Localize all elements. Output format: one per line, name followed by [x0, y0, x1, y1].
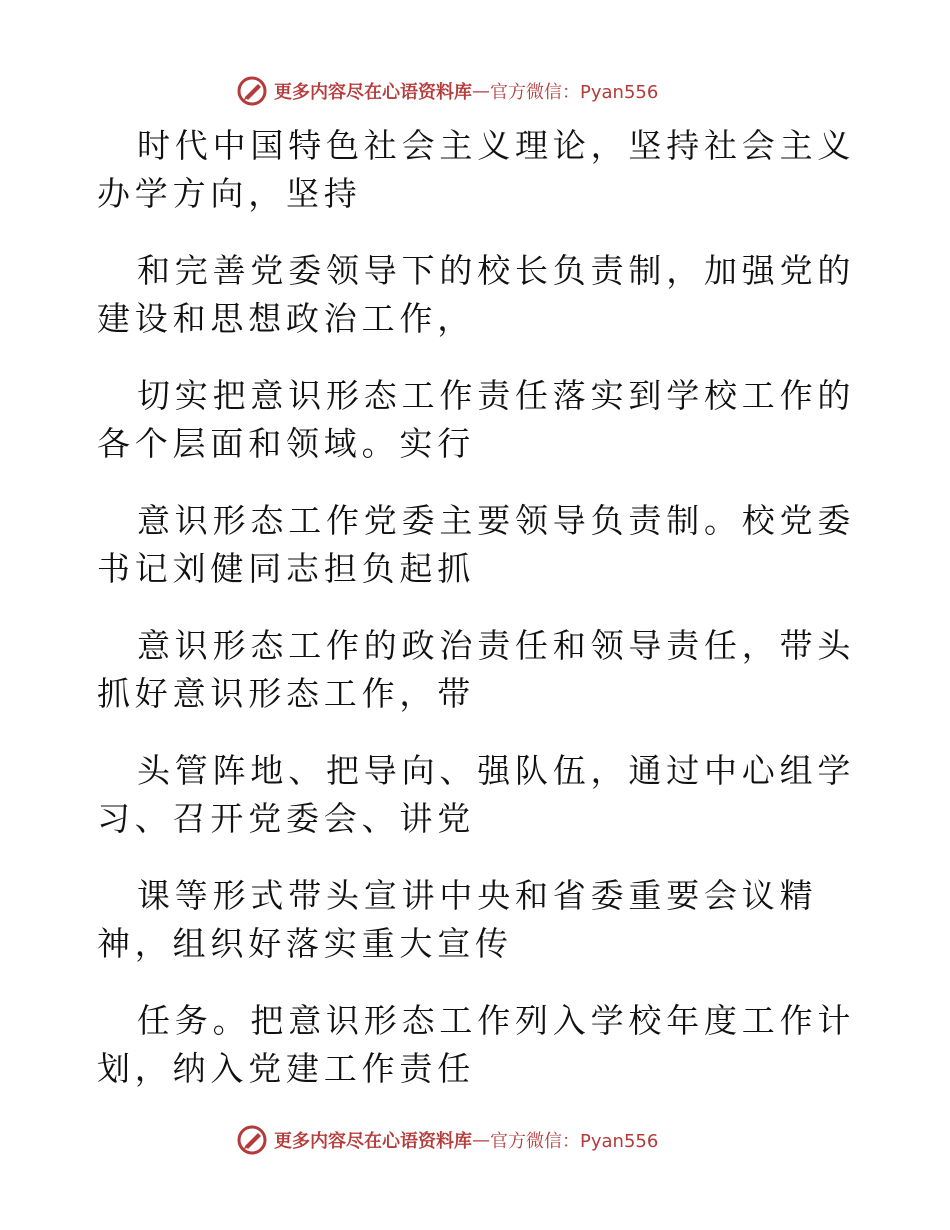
- document-body: [97, 122, 857, 1122]
- paragraph-1: 时代中国特色社会主义理论，坚持社会主义办学方向，坚持: [97, 126, 856, 213]
- paragraph-8: 任务。把意识形态工作列入学校年度工作计划，纳入党建工作责任: [97, 1001, 856, 1088]
- paragraph-2: 和完善党委领导下的校长负责制，加强党的建设和思想政治工作，: [97, 251, 856, 338]
- footer-wechat-text: 官方微信：Pyan556: [490, 1131, 659, 1152]
- paragraph-3: 切实把意识形态工作责任落实到学校工作的各个层面和领域。实行: [97, 376, 856, 463]
- header-brand-text: 更多内容尽在心语资料库: [274, 82, 472, 103]
- header-dash: —: [472, 80, 490, 102]
- footer-brand-text: 更多内容尽在心语资料库: [274, 1131, 472, 1152]
- footer-banner[interactable]: [236, 1123, 658, 1157]
- paragraph-4: 意识形态工作党委主要领导负责制。校党委书记刘健同志担负起抓: [97, 501, 856, 588]
- paragraph-7: 课等形式带头宣讲中央和省委重要会议精神，组织好落实重大宣传: [97, 876, 818, 963]
- pen-nib-logo-icon: [236, 75, 268, 107]
- paragraph-5: 意识形态工作的政治责任和领导责任，带头抓好意识形态工作，带: [97, 626, 856, 713]
- footer-dash: —: [472, 1129, 490, 1151]
- header-wechat-text: 官方微信：Pyan556: [490, 82, 659, 103]
- header-banner[interactable]: [236, 74, 658, 108]
- pen-nib-logo-icon: [236, 1124, 268, 1156]
- paragraph-6: 头管阵地、把导向、强队伍，通过中心组学习、召开党委会、讲党: [97, 751, 856, 838]
